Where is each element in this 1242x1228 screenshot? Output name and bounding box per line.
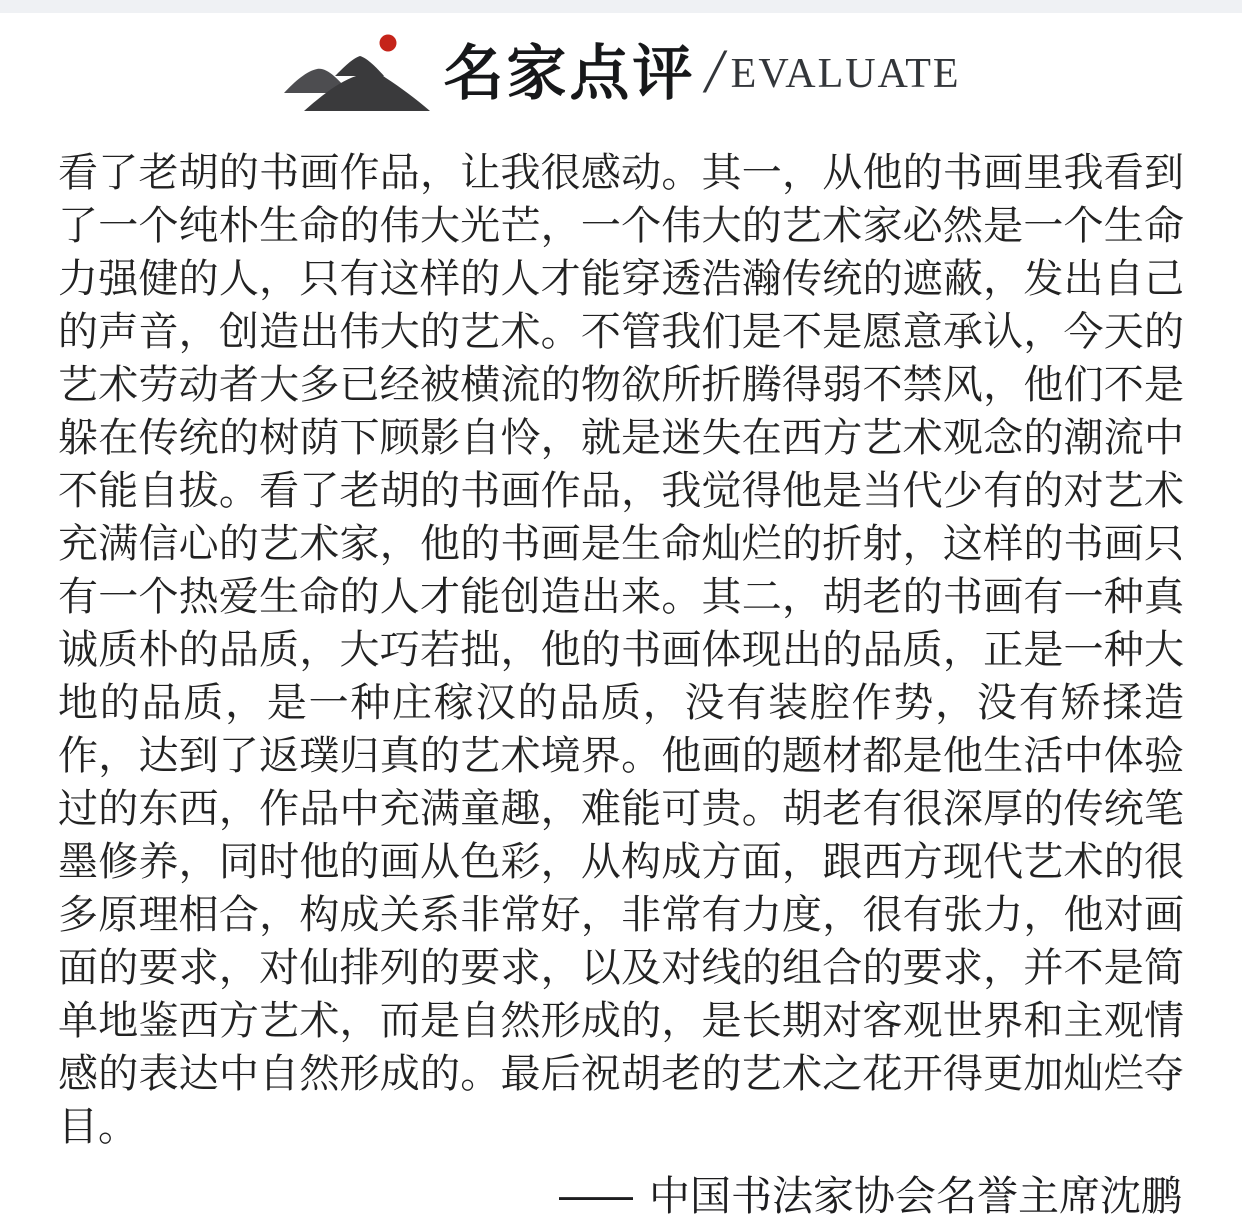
text-line: 地的品质，是一种庄稼汉的品质，没有装腔作势，没有矫揉造 <box>58 680 1184 726</box>
text-line: 看了老胡的书画作品，让我很感动。其一，从他的书画里我看到 <box>58 150 1184 196</box>
text-line: 艺术劳动者大多已经被横流的物欲所折腾得弱不禁风，他们不是 <box>58 362 1184 408</box>
text-line: 作，达到了返璞归真的艺术境界。他画的题材都是他生活中体验 <box>58 733 1184 779</box>
signature-dash: —— <box>557 1172 631 1220</box>
text-line: 充满信心的艺术家，他的书画是生命灿烂的折射，这样的书画只 <box>58 521 1184 567</box>
page-subtitle-en: EVALUATE <box>730 51 961 97</box>
text-line: 感的表达中自然形成的。最后祝胡老的艺术之花开得更加灿烂夺 <box>58 1051 1184 1097</box>
mountain-sun-logo-icon <box>281 28 433 120</box>
text-line: 诚质朴的品质，大巧若拙，他的书画体现出的品质，正是一种大 <box>58 627 1184 673</box>
divider-slash: / <box>705 38 723 106</box>
page-subtitle <box>705 38 961 106</box>
text-line: 躲在传统的树荫下顾影自怜，就是迷失在西方艺术观念的潮流中 <box>58 415 1184 461</box>
text-line: 不能自拔。看了老胡的书画作品，我觉得他是当代少有的对艺术 <box>58 468 1184 514</box>
text-line: 有一个热爱生命的人才能创造出来。其二，胡老的书画有一种真 <box>58 574 1184 620</box>
header <box>0 13 1242 119</box>
page-title: 名家点评 <box>443 39 696 109</box>
text-line: 了一个纯朴生命的伟大光芒，一个伟大的艺术家必然是一个生命 <box>58 203 1184 249</box>
text-line: 的声音，创造出伟大的艺术。不管我们是不是愿意承认，今天的 <box>58 309 1184 355</box>
text-line: 面的要求，对仙排列的要求，以及对线的组合的要求，并不是简 <box>58 945 1184 991</box>
signature-text: 中国书法家协会名誉主席沈鹏 <box>649 1172 1182 1220</box>
text-line: 过的东西，作品中充满童趣，难能可贵。胡老有很深厚的传统笔 <box>58 786 1184 832</box>
signature-line <box>0 1170 1242 1223</box>
text-line: 墨修养，同时他的画从色彩，从构成方面，跟西方现代艺术的很 <box>58 839 1184 885</box>
text-line: 单地鉴西方艺术，而是自然形成的，是长期对客观世界和主观情 <box>58 998 1184 1044</box>
review-text <box>0 119 1242 1154</box>
text-line: 力强健的人，只有这样的人才能穿透浩瀚传统的遮蔽，发出自己 <box>58 256 1184 302</box>
top-strip <box>0 0 1242 13</box>
text-line: 目。 <box>58 1104 138 1150</box>
text-line: 多原理相合，构成关系非常好，非常有力度，很有张力，他对画 <box>58 892 1184 938</box>
